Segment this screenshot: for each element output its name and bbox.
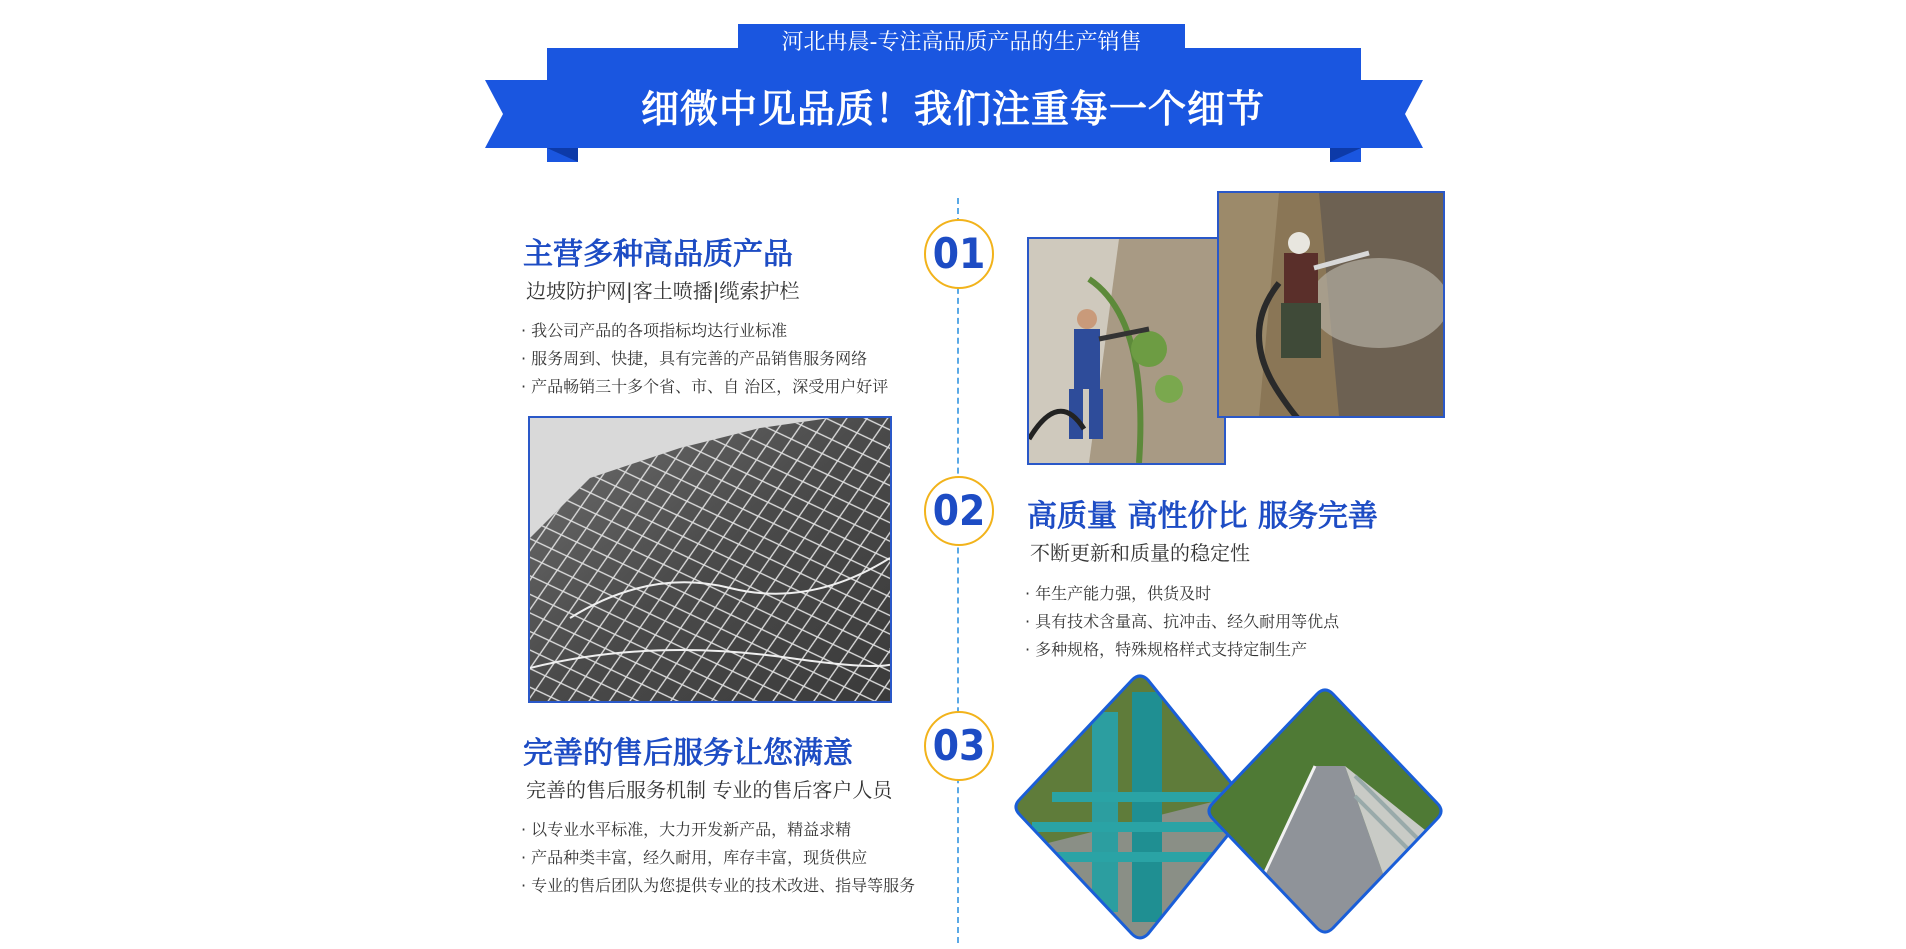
section-subtitle: 完善的售后服务机制 专业的售后客户人员 [526,778,893,802]
banner-main-title: 细微中见品质！我们注重每一个细节 [640,87,1265,131]
list-item: · 年生产能力强，供货及时 [1025,580,1339,608]
section-title: 完善的售后服务让您满意 [523,736,853,771]
list-item: · 具有技术含量高、抗冲击、经久耐用等优点 [1025,608,1339,636]
list-item: · 以专业水平标准，大力开发新产品，精益求精 [521,816,915,844]
section-title: 高质量 高性价比 服务完善 [1027,499,1378,534]
section-bullet-list [521,816,915,900]
banner-top-label: 河北冉晨-专注高品质产品的生产销售 [738,24,1185,62]
spraying-photo-1 [1027,237,1226,465]
list-item: · 服务周到、快捷，具有完善的产品销售服务网络 [521,345,888,373]
guardrail-photo-2 [1205,686,1445,936]
list-item: · 产品畅销三十多个省、市、自 治区，深受用户好评 [521,373,888,401]
list-item: · 产品种类丰富，经久耐用，库存丰富，现货供应 [521,844,915,872]
list-item: · 多种规格，特殊规格样式支持定制生产 [1025,636,1339,664]
section-subtitle: 边坡防护网|客土喷播|缆索护栏 [526,279,800,303]
section-number-badge: 03 [924,711,994,781]
section-bullet-list [521,317,888,401]
timeline-divider [957,198,959,943]
section-subtitle: 不断更新和质量的稳定性 [1030,541,1250,565]
section-number-badge: 02 [924,476,994,546]
section-title: 主营多种高品质产品 [523,237,793,272]
list-item: · 专业的售后团队为您提供专业的技术改进、指导等服务 [521,872,915,900]
slope-net-photo [528,416,892,703]
spraying-photo-2 [1217,191,1445,418]
list-item: · 我公司产品的各项指标均达行业标准 [521,317,888,345]
section-number-badge: 01 [924,219,994,289]
section-bullet-list [1025,580,1339,664]
